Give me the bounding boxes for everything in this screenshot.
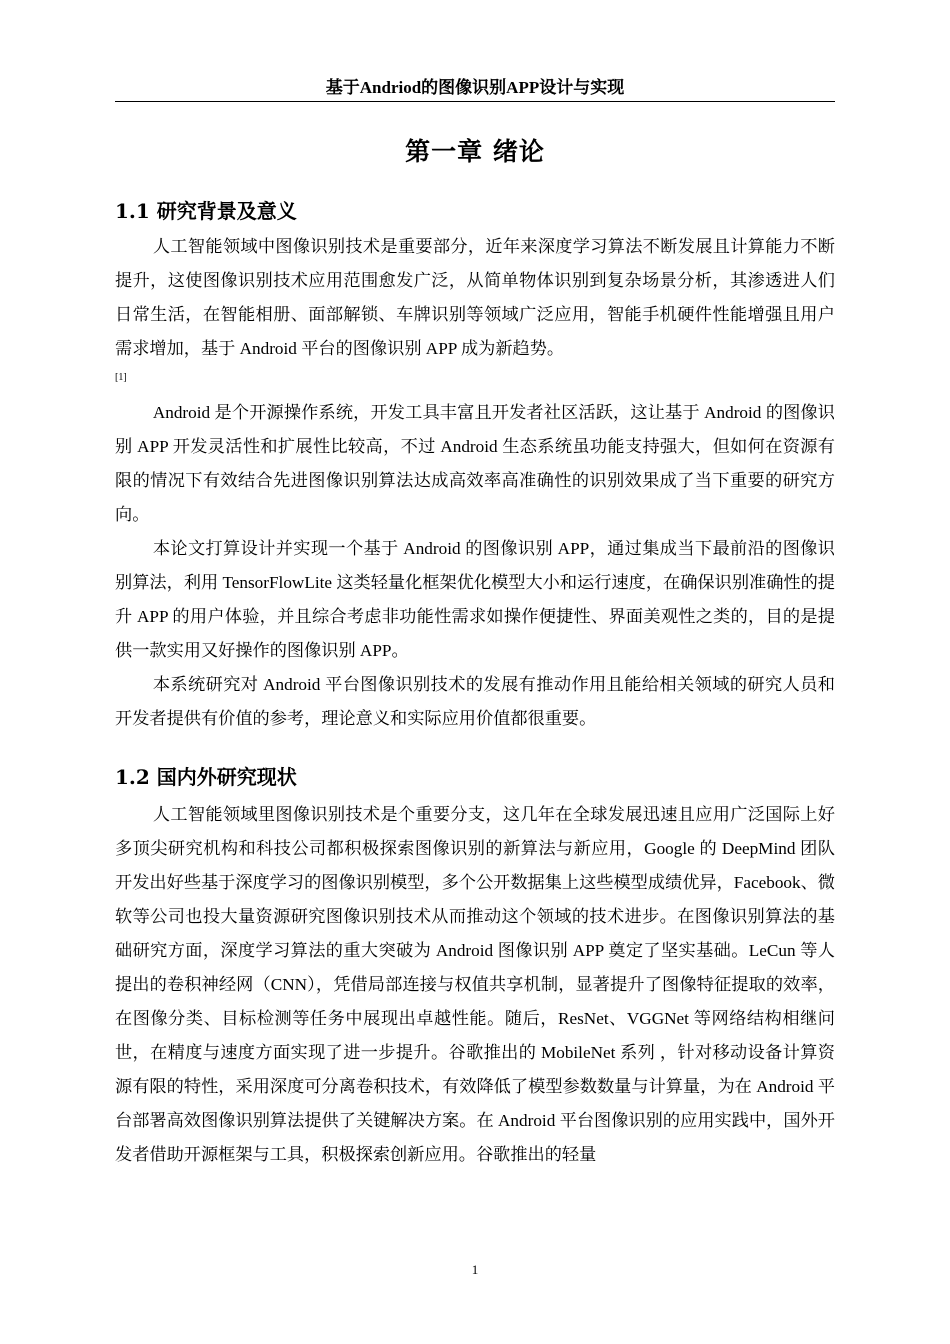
page-number: 1 (471, 1262, 479, 1277)
paragraph: 人工智能领域中图像识别技术是重要部分，近年来深度学习算法不断发展且计算能力不断提升，这使图像识别技术应用范围愈发广泛，从简单物体识别到复杂场景分析，其渗透进人们日常生活，在智能相册、面部解锁、车牌识别等领域广泛应用，智能手机硬件性能增强且用户需求增加，基于 Android 平台的图像识别 APP 成为新趋势。 (115, 237, 835, 358)
header-divider (115, 101, 835, 102)
paragraph: Android 是个开源操作系统，开发工具丰富且开发者社区活跃，这让基于 Android 的图像识别 APP 开发灵活性和扩展性比较高，不过 Android 生态系统虽功能支持强大，但如何在资源有限的情况下有效结合先进图像识别算法达成高效率高准确性的识别效果成了当下重要的研究方向。 (115, 403, 835, 524)
running-header: 基于Andriod的图像识别APP设计与实现 (325, 78, 625, 97)
page-body (115, 134, 835, 1172)
chapter-title: 第一章 绪论 (405, 137, 545, 166)
paragraph: 人工智能领域里图像识别技术是个重要分支，这几年在全球发展迅速且应用广泛国际上好多顶尖研究机构和科技公司都积极探索图像识别的新算法与新应用，Google 的 DeepMind 团队开发出好些基于深度学习的图像识别模型，多个公开数据集上这些模型成绩优异，Facebook、微软等公司也投大量资源研究图像识别技术从而推动这个领域的技术进步。在图像识别算法的基础研究方面，深度学习算法的重大突破为 Android 图像识别 APP 奠定了坚实基础。LeCun 等人提出的卷积神经网（CNN），凭借局部连接与权值共享机制，显著提升了图像特征提取的效率，在图像分类、目标检测等任务中展现出卓越性能。随后，ResNet、VGGNet 等网络结构相继问世，在精度与速度方面实现了进一步提升。谷歌推出的 MobileNet 系列 ，针对移动设备计算资源有限的特性，采用深度可分离卷积技术，有效降低了模型参数数量与计算量，为在 Android 平台部署高效图像识别算法提供了关键解决方案。在 Android 平台图像识别的应用实践中，国外开发者借助开源框架与工具，积极探索创新应用。谷歌推出的轻量 (115, 805, 835, 1164)
section-heading-1-2: 1.2 国内外研究现状 (115, 765, 297, 789)
paragraph: 本论文打算设计并实现一个基于 Android 的图像识别 APP，通过集成当下最前沿的图像识别算法，利用 TensorFlowLite 这类轻量化框架优化模型大小和运行速度，在确保识别准确性的提升 APP 的用户体验，并且综合考虑非功能性需求如操作便捷性、界面美观性之类的，目的是提供一款实用又好操作的图像识别 APP。 (115, 539, 835, 660)
citation-marker: [1] (115, 372, 127, 383)
section-heading-1-1: 1.1 研究背景及意义 (115, 199, 297, 223)
paragraph: 本系统研究对 Android 平台图像识别技术的发展有推动作用且能给相关领域的研究人员和开发者提供有价值的参考，理论意义和实际应用价值都很重要。 (115, 675, 835, 728)
